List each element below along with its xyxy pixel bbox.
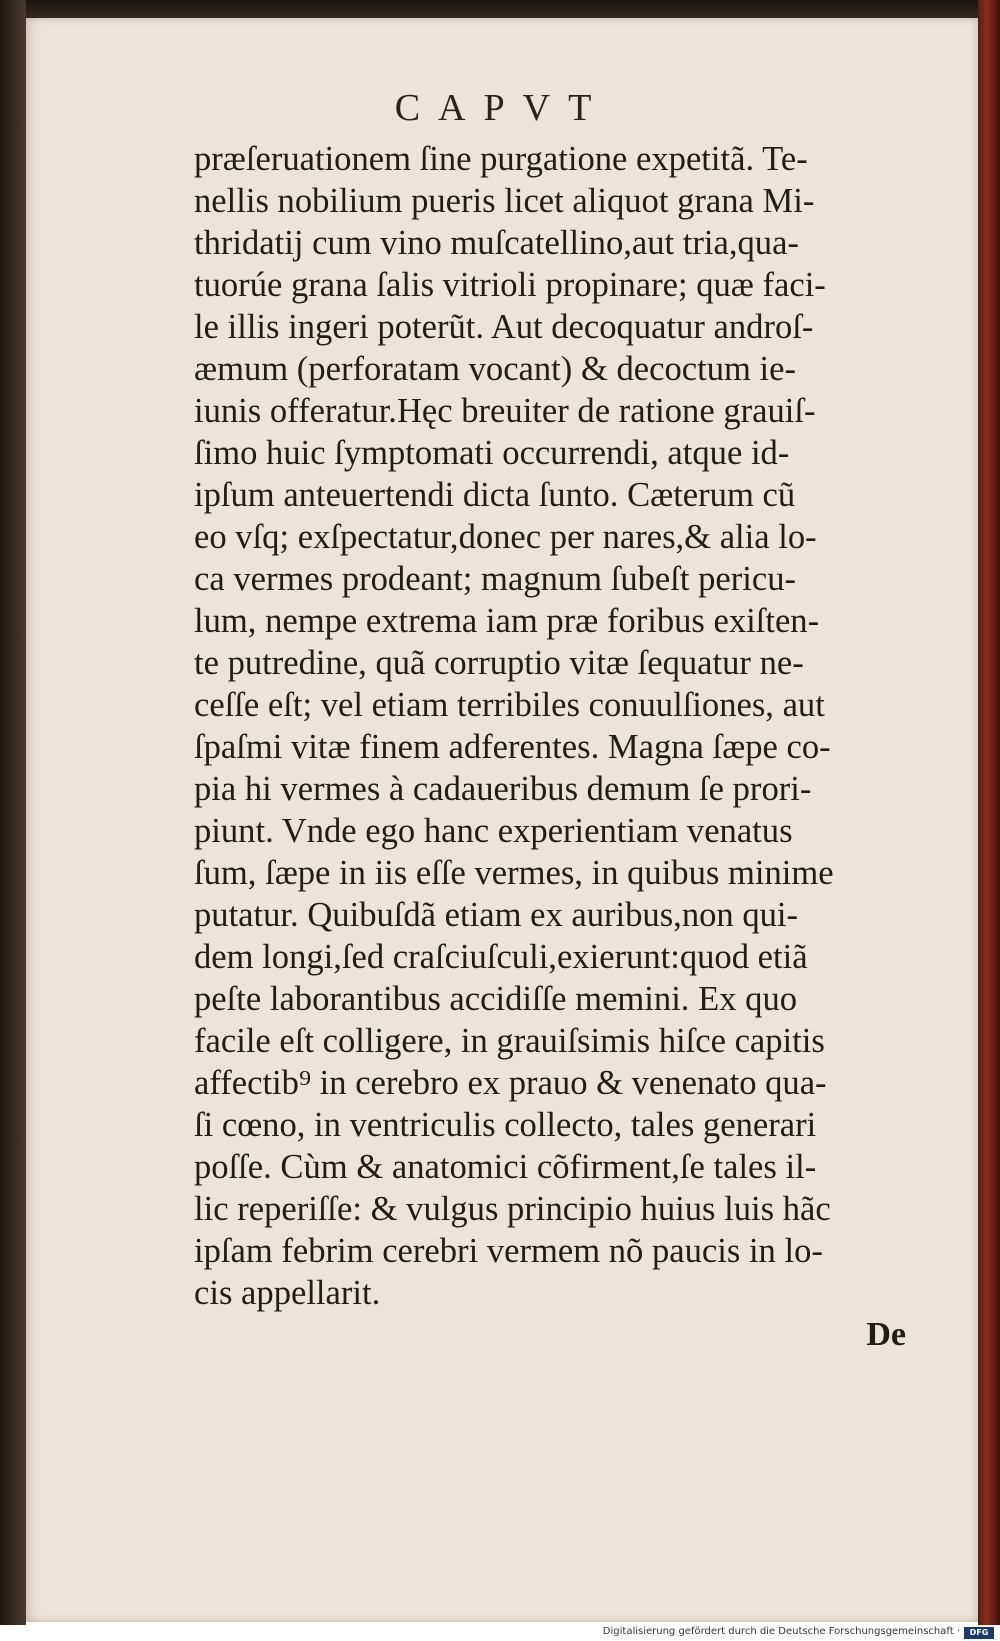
book-page xyxy=(26,18,978,1622)
text-line: æmum (perforatam vocant) & decoctum ie- xyxy=(194,350,797,388)
text-line: nellis nobilium pueris licet aliquot grana Mi- xyxy=(194,182,815,220)
text-line: dem longi,ſed craſciuſculi,exierunt:quod etiã xyxy=(194,938,808,976)
text-line: pia hi vermes à cadaueribus demum ſe prori- xyxy=(194,770,812,808)
text-line: peſte laborantibus accidiſſe memini. Ex quo xyxy=(194,980,798,1018)
book-edge-left xyxy=(0,0,26,1625)
text-line: te putredine, quã corruptio vitæ ſequatur ne- xyxy=(194,644,804,682)
page-header: CAPVT xyxy=(394,87,610,129)
text-line: thridatij cum vino muſcatellino,aut tria,qua- xyxy=(194,224,799,262)
text-line: iunis offeratur.Hęc breuiter de ratione grauiſ- xyxy=(194,392,816,430)
text-line: ceſſe eſt; vel etiam terribiles conuulſiones, aut xyxy=(194,686,825,724)
text-line: le illis ingeri poterũt. Aut decoquatur androſ- xyxy=(194,308,814,346)
book-edge-right xyxy=(978,0,1000,1625)
text-line: affectib⁹ in cerebro ex prauo & venenato qua- xyxy=(194,1064,827,1102)
dfg-logo: DFG xyxy=(964,1627,994,1639)
text-line: poſſe. Cùm & anatomici cõfirment,ſe tales il- xyxy=(194,1148,817,1186)
text-line: ca vermes prodeant; magnum ſubeſt pericu- xyxy=(194,560,797,598)
footer-credit: Digitalisierung gefördert durch die Deutsche Forschungsgemeinschaft · xyxy=(602,1626,960,1637)
text-line: eo vſq; exſpectatur,donec per nares,& alia lo- xyxy=(194,518,817,556)
text-line: cis appellarit. xyxy=(194,1274,381,1312)
text-line: piunt. Vnde ego hanc experientiam venatus xyxy=(194,812,793,850)
book-edge-top xyxy=(0,0,1000,20)
text-line: ſum, ſæpe in iis eſſe vermes, in quibus minime xyxy=(194,854,834,892)
text-line: ſpaſmi vitæ finem adferentes. Magna ſæpe co- xyxy=(194,728,831,766)
text-line: ipſam febrim cerebri vermem nõ paucis in lo- xyxy=(194,1232,823,1270)
text-line: ſi cœno, in ventriculis collecto, tales generari xyxy=(194,1106,817,1144)
text-line: lum, nempe extrema iam præ foribus exiſten- xyxy=(194,602,820,640)
text-line: facile eſt colligere, in grauiſsimis hiſce capitis xyxy=(194,1022,825,1060)
page-text xyxy=(194,138,934,1314)
text-line: putatur. Quibuſdã etiam ex auribus,non qui- xyxy=(194,896,799,934)
catchword: De xyxy=(866,1316,906,1353)
text-line: lic reperiſſe: & vulgus principio huius luis hãc xyxy=(194,1190,831,1228)
text-line: tuorúe grana ſalis vitrioli propinare; quæ faci- xyxy=(194,266,826,304)
text-line: ipſum anteuertendi dicta ſunto. Cæterum cũ xyxy=(194,476,796,514)
text-line: ſimo huic ſymptomati occurrendi, atque id- xyxy=(194,434,790,472)
text-line: præſeruationem ſine purgatione expetitã. Te- xyxy=(194,140,808,178)
